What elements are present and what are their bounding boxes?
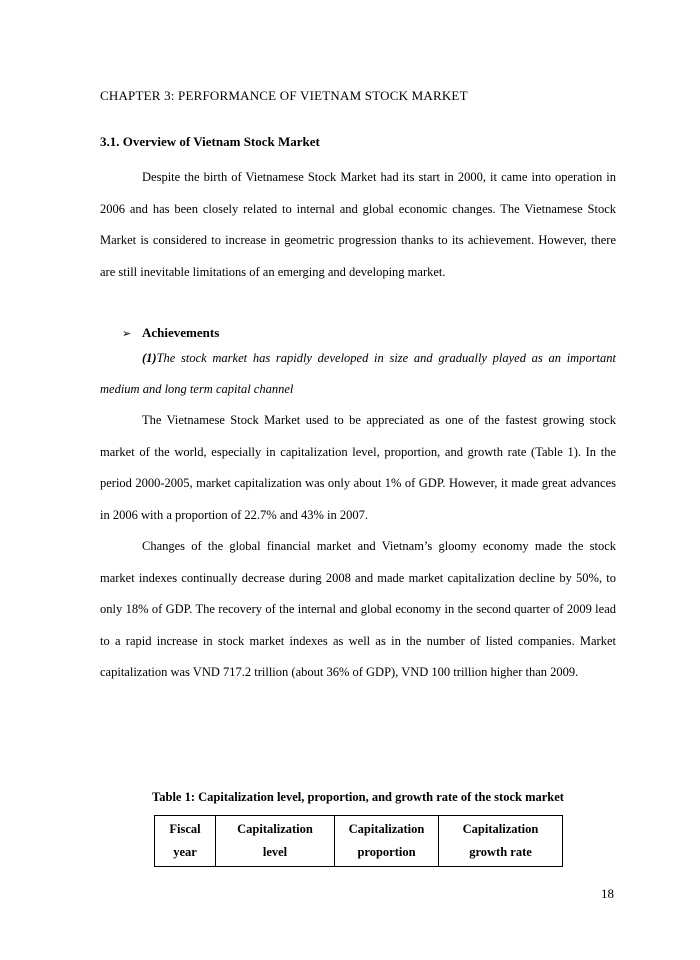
header-line: growth rate bbox=[469, 845, 532, 859]
header-line: level bbox=[262, 845, 288, 859]
header-line: Capitalization bbox=[348, 822, 425, 836]
point-number: (1) bbox=[142, 351, 157, 365]
achievement-point-1 bbox=[100, 343, 616, 405]
arrow-bullet-icon: ➢ bbox=[122, 327, 132, 340]
table-caption: Table 1: Capitalization level, proportion, and growth rate of the stock market bbox=[152, 790, 564, 804]
chapter-title: CHAPTER 3: PERFORMANCE OF VIETNAM STOCK MARKET bbox=[100, 88, 468, 103]
header-line: Fiscal bbox=[169, 822, 201, 836]
point-text: The stock market has rapidly developed in size and gradually played as an important medium and long term capital channel bbox=[100, 351, 616, 396]
header-line: Capitalization bbox=[462, 822, 539, 836]
table-header-cell bbox=[216, 816, 335, 867]
paragraph-overview: Despite the birth of Vietnamese Stock Market had its start in 2000, it came into operation in 2006 and has been closely related to internal and global economic changes. The Vietnamese Stock Market is considered to increase in geometric progression thanks to its achievement. However, there are still inevitable limitations of an emerging and developing market. bbox=[100, 170, 616, 279]
paragraph-capitalization: The Vietnamese Stock Market used to be appreciated as one of the fastest growing stock market of the world, especially in capitalization level, proportion, and growth rate (Table 1). In the period 2000-2005, market capitalization was only about 1% of GDP. However, it made great advances in 2006 with a proportion of 22.7% and 43% in 2007. bbox=[100, 413, 616, 522]
page-number: 18 bbox=[601, 886, 614, 901]
paragraph-changes: Changes of the global financial market and Vietnam’s gloomy economy made the stock market indexes continually decrease during 2008 and made market capitalization decline by 50%, to only 18% of GDP. The recovery of the internal and global economy in the second quarter of 2009 lead to a rapid increase in stock market indexes as well as in the number of listed companies. Market capitalization was VND 717.2 trillion (about 36% of GDP), VND 100 trillion higher than 2009. bbox=[100, 539, 616, 679]
table-header-cell bbox=[335, 816, 439, 867]
header-line: Capitalization bbox=[237, 822, 313, 836]
table-header-cell bbox=[439, 816, 563, 867]
achievements-heading bbox=[122, 325, 219, 341]
table-header-cell bbox=[155, 816, 216, 867]
section-title: 3.1. Overview of Vietnam Stock Market bbox=[100, 134, 320, 149]
achievements-label: Achievements bbox=[142, 325, 220, 340]
capitalization-table bbox=[154, 815, 563, 867]
header-line: year bbox=[173, 845, 197, 859]
table-header-row bbox=[155, 816, 563, 867]
header-line: proportion bbox=[357, 845, 416, 859]
